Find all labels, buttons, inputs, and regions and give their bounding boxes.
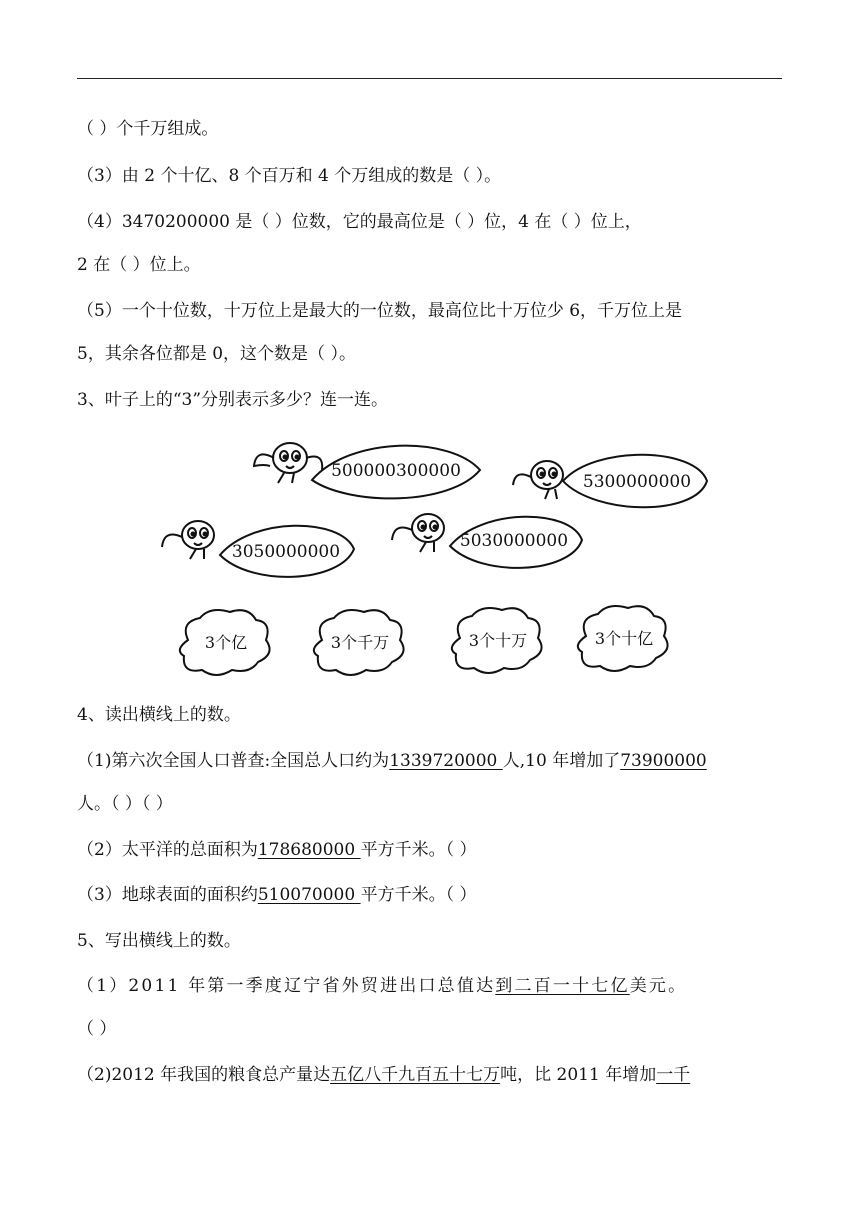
q5-1-text-a: （1）2011 年第一季度辽宁省外贸进出口总值达 (77, 976, 496, 996)
q5-1-text-b: 美元。 (629, 976, 688, 996)
leaf-4-value: 5030000000 (459, 531, 569, 551)
bird-leaf-3 (162, 521, 354, 577)
q4-1-underlined-1: 1339720000 (389, 751, 503, 771)
q4-2-text-b: 平方千米。（ ） (360, 840, 477, 860)
question-5-1 (77, 974, 687, 998)
q4-3-text-b: 平方千米。（ ） (360, 885, 477, 905)
q5-1-underlined: 到二百一十七亿 (495, 976, 630, 996)
cloud-1 (180, 610, 270, 675)
leaves-illustration (150, 428, 710, 688)
q4-3-underlined: 510070000 (257, 885, 361, 905)
bird-icon (513, 461, 563, 499)
q5-2-underlined-2: 一千 (656, 1065, 691, 1085)
bird-leaf-2 (513, 455, 707, 508)
leaf-1-value: 500000300000 (331, 461, 461, 481)
q4-3-text-a: （3）地球表面的面积约 (77, 885, 258, 905)
q5-2-text-a: （2)2012 年我国的粮食总产量达 (77, 1065, 331, 1085)
header-rule (77, 78, 782, 79)
question-2-5-cont: 5，其余各位都是 0，这个数是（ ）。 (77, 344, 356, 364)
question-2-4-cont: 2 在（ ）位上。 (77, 255, 201, 275)
bird-leaf-4 (392, 514, 582, 568)
leaf-3-value: 3050000000 (231, 542, 341, 562)
question-2-3: （3）由 2 个十亿、8 个百万和 4 个万组成的数是（ ）。 (77, 166, 502, 186)
cloud-4 (578, 606, 668, 671)
q5-2-underlined-1: 五亿八千九百五十七万 (330, 1065, 501, 1085)
bird-icon (162, 521, 214, 559)
question-4-2 (77, 838, 476, 862)
question-5-2 (77, 1063, 690, 1087)
bird-icon (392, 514, 444, 552)
question-5-1-answer: （ ） (77, 1019, 117, 1039)
q4-1-underlined-2: 73900000 (620, 751, 707, 771)
bird-leaf-1 (254, 443, 480, 498)
cloud-2-label: 3个千万 (330, 633, 390, 652)
leaf-2-value: 5300000000 (582, 472, 692, 492)
question-4-title: 4、读出横线上的数。 (77, 705, 241, 725)
question-5-title: 5、写出横线上的数。 (77, 931, 241, 951)
cloud-2 (314, 610, 404, 675)
q4-1-text-a: （1)第六次全国人口普查:全国总人口约为 (77, 751, 390, 771)
question-4-1 (77, 749, 707, 773)
question-2-5: （5）一个十位数，十万位上是最大的一位数，最高位比十万位少 6，千万位上是 (77, 301, 683, 321)
cloud-3 (452, 608, 542, 673)
cloud-4-label: 3个十亿 (594, 629, 654, 648)
line-1: （ ）个千万组成。 (77, 119, 219, 139)
cloud-3-label: 3个十万 (468, 631, 528, 650)
question-4-1-answers: 人。（ ）（ ） (77, 794, 173, 814)
question-3-title: 3、叶子上的“3”分别表示多少？连一连。 (77, 390, 389, 410)
cloud-1-label: 3个亿 (204, 633, 248, 652)
q4-2-text-a: （2）太平洋的总面积为 (77, 840, 258, 860)
bird-icon (254, 443, 322, 483)
q4-1-text-b: 人,10 年增加了 (502, 751, 621, 771)
question-4-3 (77, 883, 476, 907)
q5-2-text-b: 吨，比 2011 年增加 (500, 1065, 657, 1085)
q4-2-underlined: 178680000 (257, 840, 361, 860)
question-2-4: （4）3470200000 是（ ）位数，它的最高位是（ ）位，4 在（ ）位上， (77, 212, 642, 232)
